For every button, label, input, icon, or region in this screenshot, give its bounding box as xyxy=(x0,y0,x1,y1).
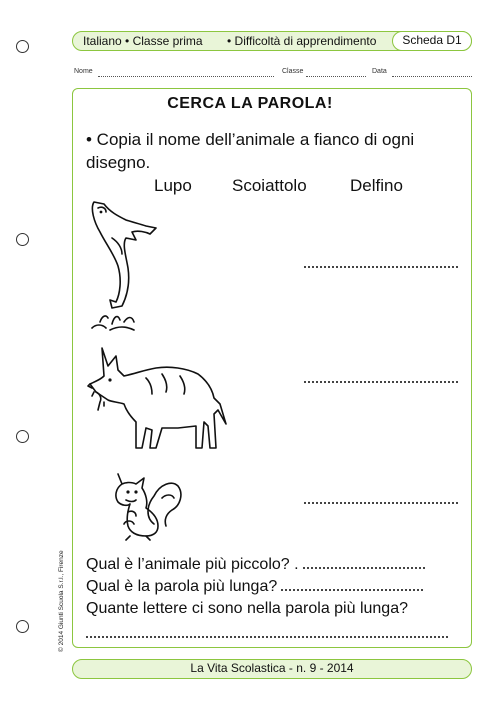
word-delfino: Delfino xyxy=(350,176,403,195)
punch-hole-2 xyxy=(16,233,29,246)
copyright-text: © 2014 Giunti Scuola S.r.l., Firenze xyxy=(58,550,65,652)
name-field[interactable] xyxy=(98,76,274,77)
class-label: Classe xyxy=(282,68,304,75)
question-row-2 xyxy=(86,578,423,596)
topic-label: • Difficoltà di apprendimento xyxy=(227,34,377,48)
answer-line-wolf[interactable] xyxy=(304,381,458,383)
answer-line-dolphin[interactable] xyxy=(304,266,458,268)
punch-hole-3 xyxy=(16,430,29,443)
instruction-text: • Copia il nome dell’animale a fianco di ogni disegno. xyxy=(86,130,415,172)
sheet-code-badge: Scheda D1 xyxy=(392,31,472,51)
dolphin-drawing xyxy=(82,198,162,336)
class-field[interactable] xyxy=(306,76,366,77)
worksheet-title: CERCA LA PAROLA! xyxy=(167,95,333,112)
word-lupo: Lupo xyxy=(154,176,192,195)
question-1: Qual è l’animale più piccolo? . xyxy=(86,556,299,573)
wolf-drawing xyxy=(86,344,230,460)
question-row-1 xyxy=(86,556,425,574)
squirrel-drawing xyxy=(106,466,186,544)
word-scoiattolo: Scoiattolo xyxy=(232,176,307,195)
name-label: Nome xyxy=(74,68,93,75)
punch-hole-4 xyxy=(16,620,29,633)
date-label: Data xyxy=(372,68,387,75)
question-2: Qual è la parola più lunga? xyxy=(86,578,278,595)
subject-label: Italiano • Classe prima xyxy=(83,34,203,48)
question-row-3 xyxy=(86,600,408,618)
question-3-answer-line[interactable] xyxy=(86,636,448,638)
footer-bar: La Vita Scolastica - n. 9 - 2014 xyxy=(72,659,472,679)
header-bar xyxy=(72,31,472,51)
question-3: Quante lettere ci sono nella parola più lunga? xyxy=(86,600,408,617)
date-field[interactable] xyxy=(392,76,472,77)
punch-hole-1 xyxy=(16,40,29,53)
answer-line-squirrel[interactable] xyxy=(304,502,458,504)
question-2-answer-line[interactable] xyxy=(281,589,423,591)
question-1-answer-line[interactable] xyxy=(303,567,425,569)
